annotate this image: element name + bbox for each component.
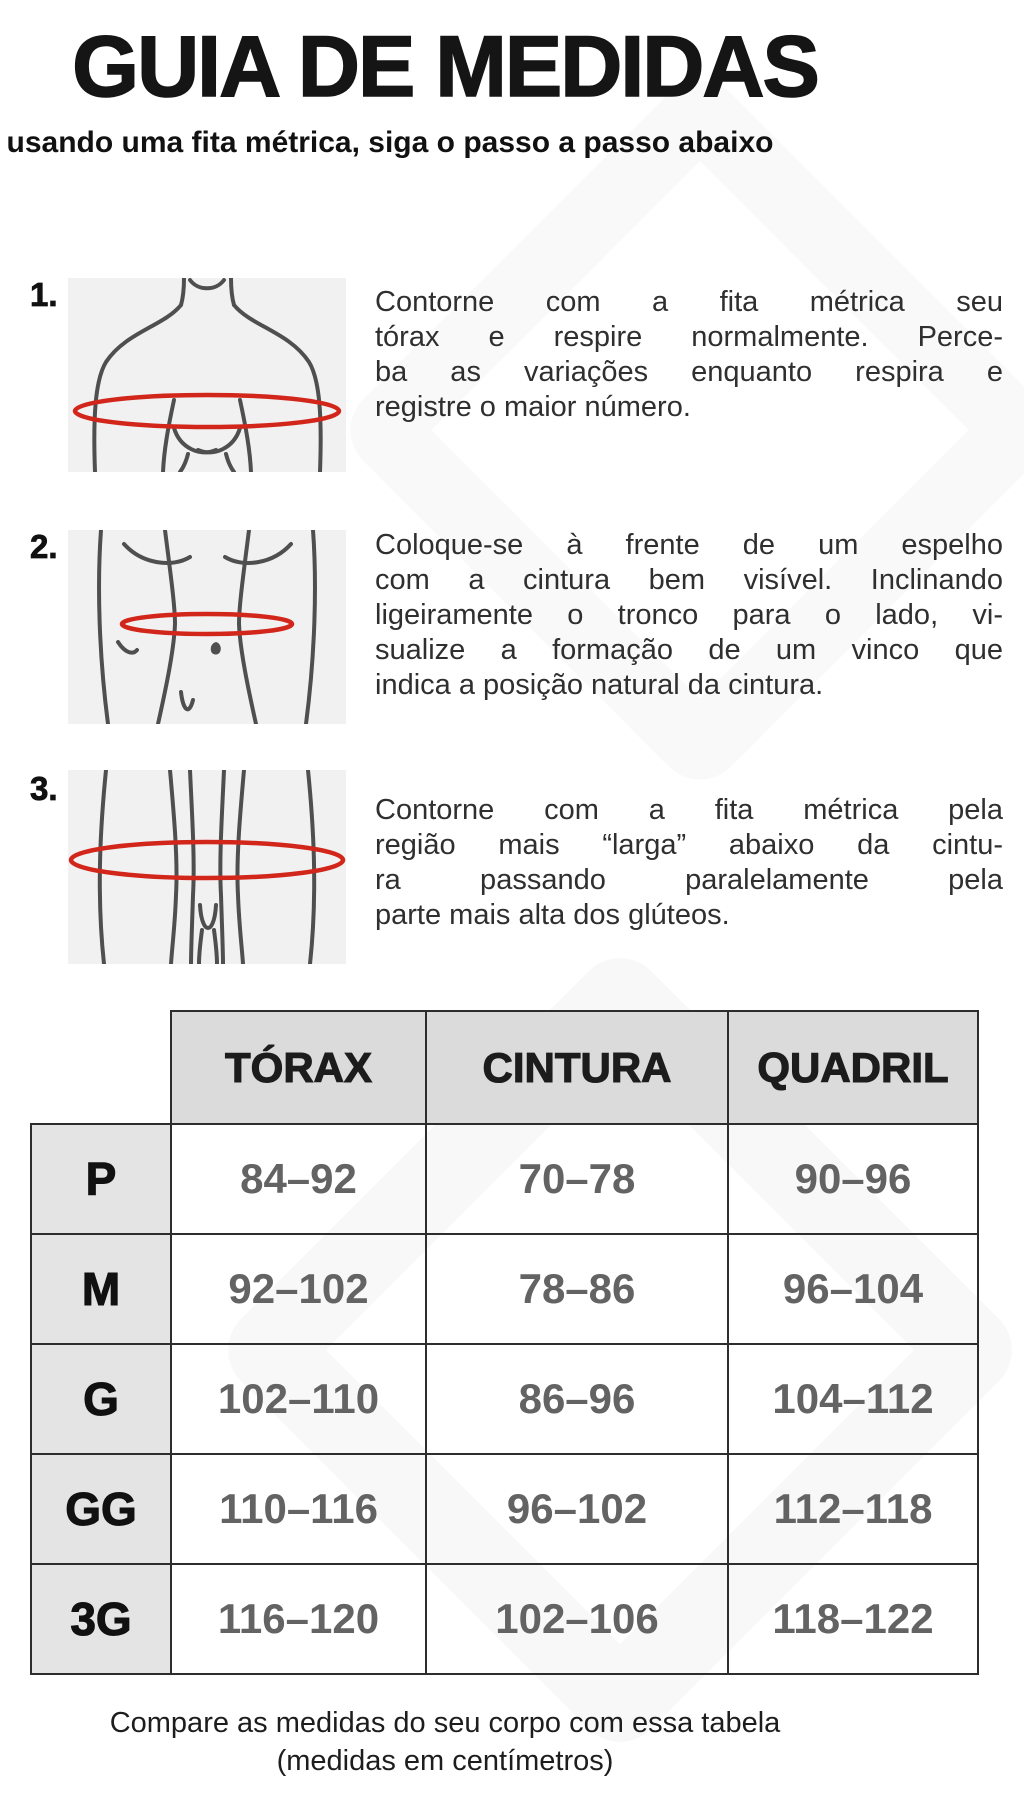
table-row bbox=[31, 1564, 978, 1674]
step-text-line: Contorne com a fita métrica pela bbox=[375, 794, 1003, 826]
step-3-description bbox=[375, 793, 1003, 933]
quadril-value: 96–104 bbox=[728, 1234, 978, 1344]
step-2-number: 2. bbox=[30, 528, 58, 565]
hips-drawing bbox=[68, 770, 346, 964]
page-subtitle: usando uma fita métrica, siga o passo a passo abaixo bbox=[6, 126, 774, 159]
size-label: G bbox=[31, 1344, 171, 1454]
footer-line-2: (medidas em centímetros) bbox=[276, 1745, 614, 1777]
size-table bbox=[30, 1010, 979, 1675]
chest-measure-illustration bbox=[68, 278, 346, 472]
cintura-value: 86–96 bbox=[426, 1344, 728, 1454]
table-corner-cell bbox=[31, 1011, 171, 1124]
torax-value: 92–102 bbox=[171, 1234, 426, 1344]
step-text-line: região mais “larga” abaixo da cintu- bbox=[375, 829, 1003, 861]
quadril-value: 112–118 bbox=[728, 1454, 978, 1564]
quadril-value: 118–122 bbox=[728, 1564, 978, 1674]
step-1-description bbox=[375, 285, 1003, 425]
table-row bbox=[31, 1124, 978, 1234]
table-header-row bbox=[31, 1011, 978, 1124]
quadril-value: 90–96 bbox=[728, 1124, 978, 1234]
step-text-line: com a cintura bem visível. Inclinando bbox=[375, 564, 1003, 596]
hips-measure-illustration bbox=[68, 770, 346, 964]
cintura-value: 70–78 bbox=[426, 1124, 728, 1234]
table-row bbox=[31, 1454, 978, 1564]
step-text-line: ba as variações enquanto respira e bbox=[375, 356, 1003, 388]
torax-value: 116–120 bbox=[171, 1564, 426, 1674]
size-label: 3G bbox=[31, 1564, 171, 1674]
cintura-value: 102–106 bbox=[426, 1564, 728, 1674]
waist-measure-illustration bbox=[68, 530, 346, 724]
torso-waist-drawing bbox=[68, 530, 346, 724]
column-header-cintura: CINTURA bbox=[426, 1011, 728, 1124]
footer-note bbox=[0, 1704, 890, 1780]
step-text-line: Coloque-se à frente de um espelho bbox=[375, 529, 1003, 561]
step-text-line: indica a posição natural da cintura. bbox=[375, 669, 824, 701]
table-row bbox=[31, 1344, 978, 1454]
page-title: GUIA DE MEDIDAS bbox=[72, 19, 818, 115]
torso-chest-drawing bbox=[68, 278, 346, 472]
size-label: GG bbox=[31, 1454, 171, 1564]
column-header-quadril: QUADRIL bbox=[728, 1011, 978, 1124]
cintura-value: 78–86 bbox=[426, 1234, 728, 1344]
quadril-value: 104–112 bbox=[728, 1344, 978, 1454]
step-text-line: ra passando paralelamente pela bbox=[375, 864, 1003, 896]
step-3-number: 3. bbox=[30, 770, 58, 807]
torax-value: 84–92 bbox=[171, 1124, 426, 1234]
step-text-line: registre o maior número. bbox=[375, 391, 691, 423]
step-text-line: tórax e respire normalmente. Perce- bbox=[375, 321, 1003, 353]
cintura-value: 96–102 bbox=[426, 1454, 728, 1564]
step-text-line: sualize a formação de um vinco que bbox=[375, 634, 1003, 666]
footer-line-1: Compare as medidas do seu corpo com essa tabela bbox=[109, 1707, 781, 1739]
size-label: M bbox=[31, 1234, 171, 1344]
table-row bbox=[31, 1234, 978, 1344]
step-text-line: ligeiramente o tronco para o lado, vi- bbox=[375, 599, 1003, 631]
torax-value: 110–116 bbox=[171, 1454, 426, 1564]
step-text-line: parte mais alta dos glúteos. bbox=[375, 899, 730, 931]
column-header-torax: TÓRAX bbox=[171, 1011, 426, 1124]
size-label: P bbox=[31, 1124, 171, 1234]
step-2-description bbox=[375, 528, 1003, 703]
torax-value: 102–110 bbox=[171, 1344, 426, 1454]
step-text-line: Contorne com a fita métrica seu bbox=[375, 286, 1003, 318]
step-1-number: 1. bbox=[30, 276, 58, 313]
